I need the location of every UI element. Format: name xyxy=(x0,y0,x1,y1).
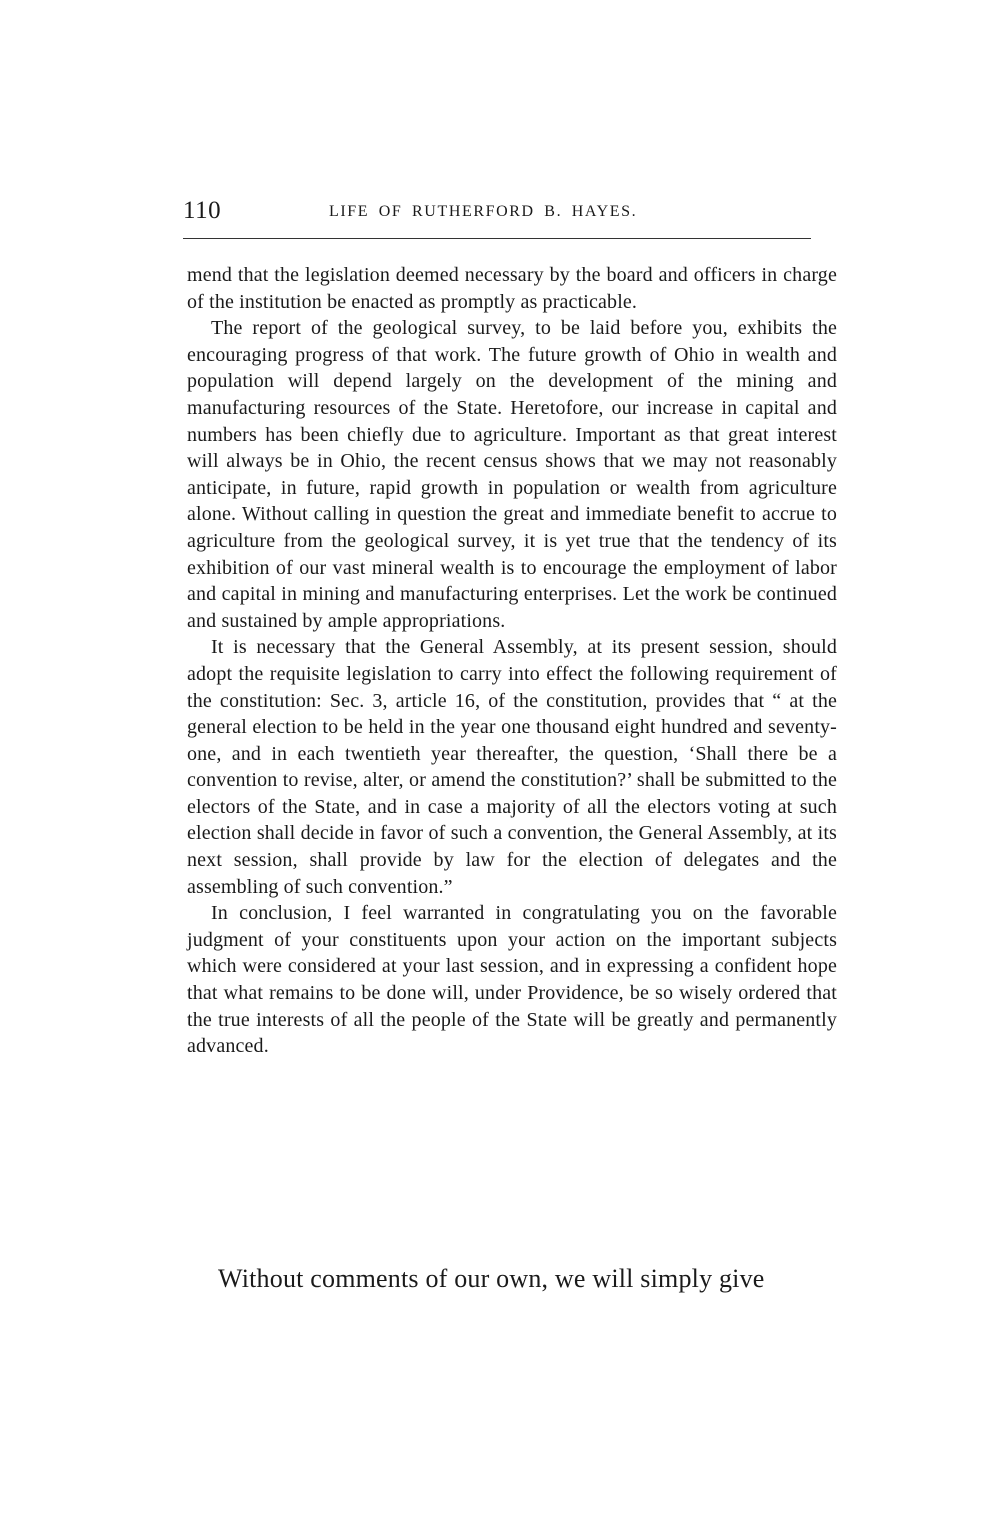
paragraph: It is necessary that the General Assembly, at its present session, should adopt the requisite legislation to carry into effect the following requirement of the constitution: Sec. 3, article 16, of the constitution, provides that “ at the general election to be held in the year one thousand eight hundred and seventy-one, and in each twentieth year thereafter, the question, ‘Shall there be a convention to revise, alter, or amend the constitution?’ shall be submitted to the electors of the State, and in case a majority of all the electors voting at such election shall decide in favor of such a convention, the General Assembly, at its next session, shall provide by law for the election of delegates and the assembling of such convention.” xyxy=(187,636,837,898)
page-header xyxy=(183,196,817,226)
page-number: 110 xyxy=(183,197,222,224)
header-rule xyxy=(183,238,811,239)
paragraph: The report of the geological survey, to be laid before you, exhibits the encouraging progress of that work. The future growth of Ohio in wealth and population will depend largely on the development of the mining and manufacturing resources of the State. Heretofore, our increase in capital and numbers has been chiefly due to agriculture. Important as that great interest will always be in Ohio, the recent census shows that we may not reasonably anticipate, in future, rapid growth in population or wealth from agriculture alone. Without calling in question the great and immediate benefit to accrue to agriculture from the geological survey, it is yet true that the tendency of its exhibition of our vast mineral wealth is to encourage the employment of labor and capital in mining and manufacturing enterprises. Let the work be continued and sustained by ample appropriations. xyxy=(187,317,837,632)
body-text xyxy=(187,262,837,1060)
paragraph: In conclusion, I feel warranted in congratulating you on the favorable judgment of your constituents upon your action on the important subjects which were considered at your last session, and in expressing a confident hope that what remains to be done will, under Providence, be so wisely ordered that the true interests of all the people of the State will be greatly and permanently advanced. xyxy=(187,902,837,1058)
running-head: LIFE OF RUTHERFORD B. HAYES. xyxy=(329,203,638,220)
paragraph: mend that the legislation deemed necessary by the board and officers in charge of the institution be enacted as promptly as practicable. xyxy=(187,264,837,313)
continuation-line: Without comments of our own, we will simply give xyxy=(218,1264,765,1293)
